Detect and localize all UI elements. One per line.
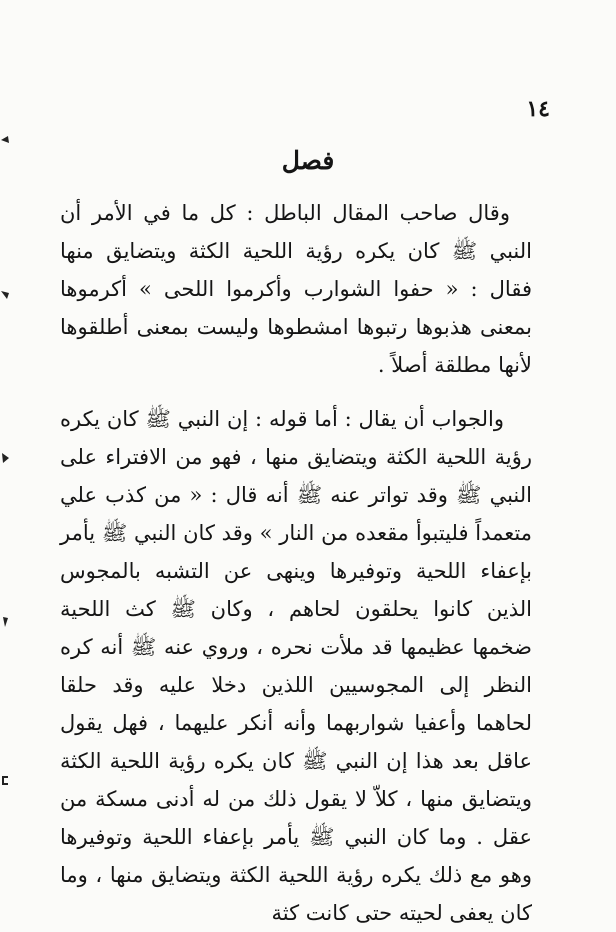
paragraph-claim: وقال صاحب المقال الباطل : كل ما في الأمر أن النبي ﷺ كان يكره رؤية اللحية الكثة ويتضايق منها فقال : « حفوا الشوارب وأكرموا اللحى » أكرموها بمعنى هذبوها رتبوها امشطوها وليست بمعنى أطلقوها لأنها مطلقة أصلاً .: [60, 201, 532, 377]
binding-mark-icon: [0, 774, 10, 786]
section-heading: فصل: [281, 146, 335, 175]
binding-mark-icon: [0, 616, 10, 628]
binding-mark-icon: [0, 452, 10, 464]
paragraph-response: والجواب أن يقال : أما قوله : إن النبي ﷺ كان يكره رؤية اللحية الكثة ويتضايق منها ، فهو من الافتراء على النبي ﷺ وقد تواتر عنه ﷺ أنه قال : « من كذب علي متعمداً فليتبوأ مقعده من النار » وقد كان النبي ﷺ يأمر بإعفاء اللحية وتوفيرها وينهى عن التشبه بالمجوس الذين كانوا يحلقون لحاهم ، وكان ﷺ كث اللحية ضخمها عظيمها قد ملأت نحره ، وروي عنه ﷺ أنه كره النظر إلى المجوسيين اللذين دخلا عليه وقد حلقا لحاهما وأعفيا شواربهما وأنه أنكر عليهما ، فهل يقول عاقل بعد هذا إن النبي ﷺ كان يكره رؤية اللحية الكثة ويتضايق منها ، كلاّ لا يقول ذلك من له أدنى مسكة من عقل . وما كان النبي ﷺ يأمر بإعفاء اللحية وتوفيرها وهو مع ذلك يكره رؤية اللحية الكثة ويتضايق منها ، وما كان يعفى لحيته حتى كانت كثة: [60, 407, 532, 925]
page-number: ١٤: [526, 96, 550, 122]
binding-mark-icon: [0, 134, 10, 146]
binding-mark-icon: [0, 288, 10, 300]
body-text: [60, 194, 532, 932]
